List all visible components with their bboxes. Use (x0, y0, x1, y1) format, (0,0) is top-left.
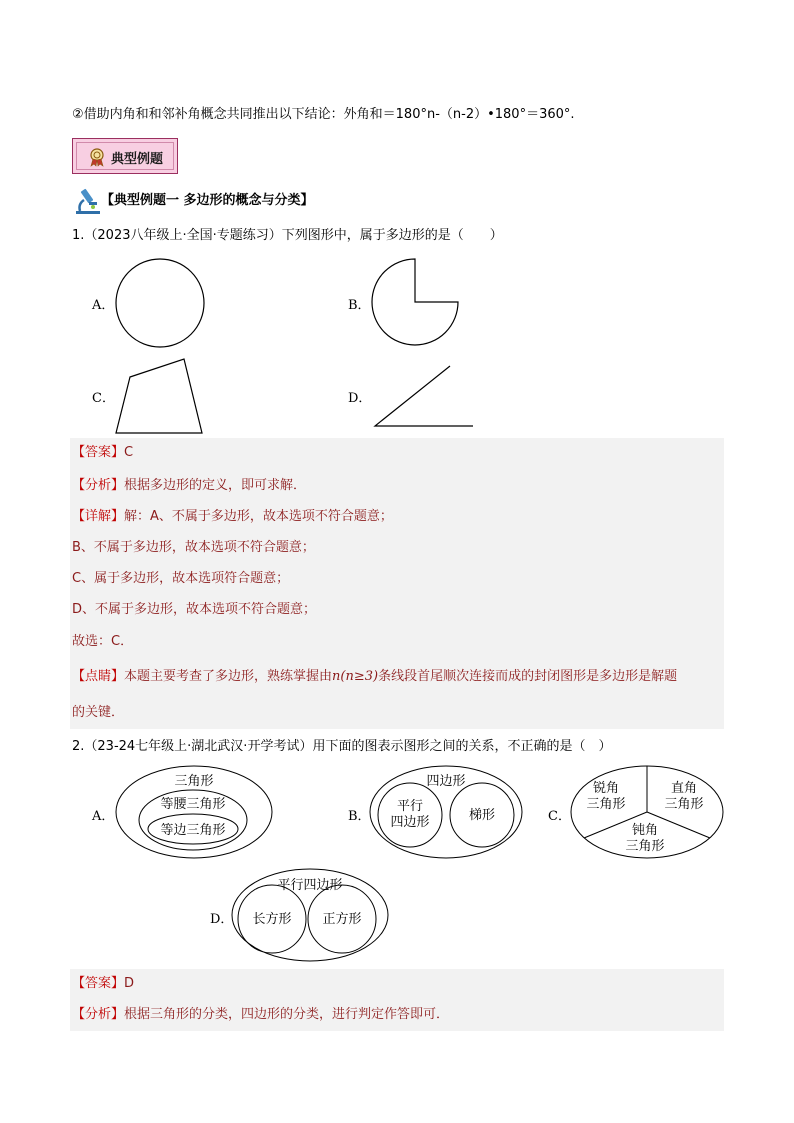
diagram-c-acute-label-1: 锐角 (592, 781, 620, 796)
q2-option-b: B． (348, 809, 371, 824)
q1-analysis: 【分析】根据多边形的定义，即可求解． (72, 478, 307, 493)
q1-option-b: B． (348, 298, 371, 313)
diagram-a-outer-label: 三角形 (174, 774, 214, 789)
q1-figure-circle (112, 257, 208, 353)
q2-diagram-c (568, 764, 726, 860)
diagram-c-obtuse-label-1: 钝角 (631, 823, 659, 838)
q1-comment-end: 的关键． (72, 705, 125, 720)
q1-figure-quadrilateral (112, 355, 212, 437)
diagram-c-obtuse-label-2: 三角形 (625, 839, 665, 854)
example-heading: 【典型例题一 多边形的概念与分类】 (101, 193, 314, 208)
intro-conclusion-line: ②借助内角和和邻补角概念共同推出以下结论：外角和＝180°n-（n-2）•180°＝360°. (72, 107, 575, 122)
q2-stem: 2.（23-24七年级上·湖北武汉·开学考试）用下面的图表示图形之间的关系，不正确的是（ ） (72, 739, 612, 754)
microscope-icon (72, 186, 102, 214)
medal-icon (88, 147, 106, 167)
q1-figure-sector (366, 254, 466, 350)
diagram-a-inner-label: 等边三角形 (160, 823, 226, 838)
q1-detail-line-b: B、不属于多边形，故本选项不符合题意； (72, 540, 315, 555)
q2-option-d: D． (210, 912, 234, 927)
diagram-d-outer-label: 平行四边形 (277, 878, 343, 893)
diagram-b-outer-label: 四边形 (426, 774, 466, 789)
q1-option-c: C． (92, 391, 115, 406)
q2-analysis: 【分析】根据三角形的分类，四边形的分类，进行判定作答即可． (72, 1007, 450, 1022)
diagram-c-right-label-2: 三角形 (664, 797, 704, 812)
q1-option-a: A． (92, 298, 115, 313)
q1-figure-angle (370, 362, 476, 432)
q1-detail-line-d: D、不属于多边形，故本选项不符合题意； (72, 602, 317, 617)
q2-option-c: C． (548, 809, 571, 824)
q2-option-a: A． (92, 809, 115, 824)
q2-diagram-a (114, 764, 274, 860)
diagram-a-middle-label: 等腰三角形 (160, 797, 226, 812)
q1-option-d: D． (348, 391, 372, 406)
diagram-d-right-label: 正方形 (322, 912, 362, 927)
q1-answer: 【答案】C (72, 445, 134, 460)
section-tag-label: 典型例题 (111, 152, 164, 167)
diagram-b-left-label-1: 平行 (396, 799, 424, 814)
diagram-b-right-label: 梯形 (468, 808, 496, 823)
diagram-c-acute-label-2: 三角形 (586, 797, 626, 812)
q2-answer: 【答案】D (72, 976, 135, 991)
diagram-c-right-label-1: 直角 (670, 781, 698, 796)
q1-stem: 1.（2023八年级上·全国·专题练习）下列图形中，属于多边形的是（ ） (72, 228, 503, 243)
q1-conclusion: 故选：C． (72, 634, 134, 649)
q1-detail: 【详解】解：A、不属于多边形，故本选项不符合题意； (72, 509, 393, 524)
q2-diagram-b (368, 764, 524, 860)
q1-detail-line-c: C、属于多边形，故本选项符合题意； (72, 571, 290, 586)
diagram-d-left-label: 长方形 (252, 912, 292, 927)
diagram-b-left-label-2: 四边形 (390, 815, 430, 830)
section-tag (72, 138, 178, 174)
q2-diagram-d (230, 867, 390, 963)
q1-comment: 【点睛】本题主要考查了多边形，熟练掌握由n(n≥3)条线段首尾顺次连接而成的封闭图形是多边形是解题 (72, 669, 678, 684)
